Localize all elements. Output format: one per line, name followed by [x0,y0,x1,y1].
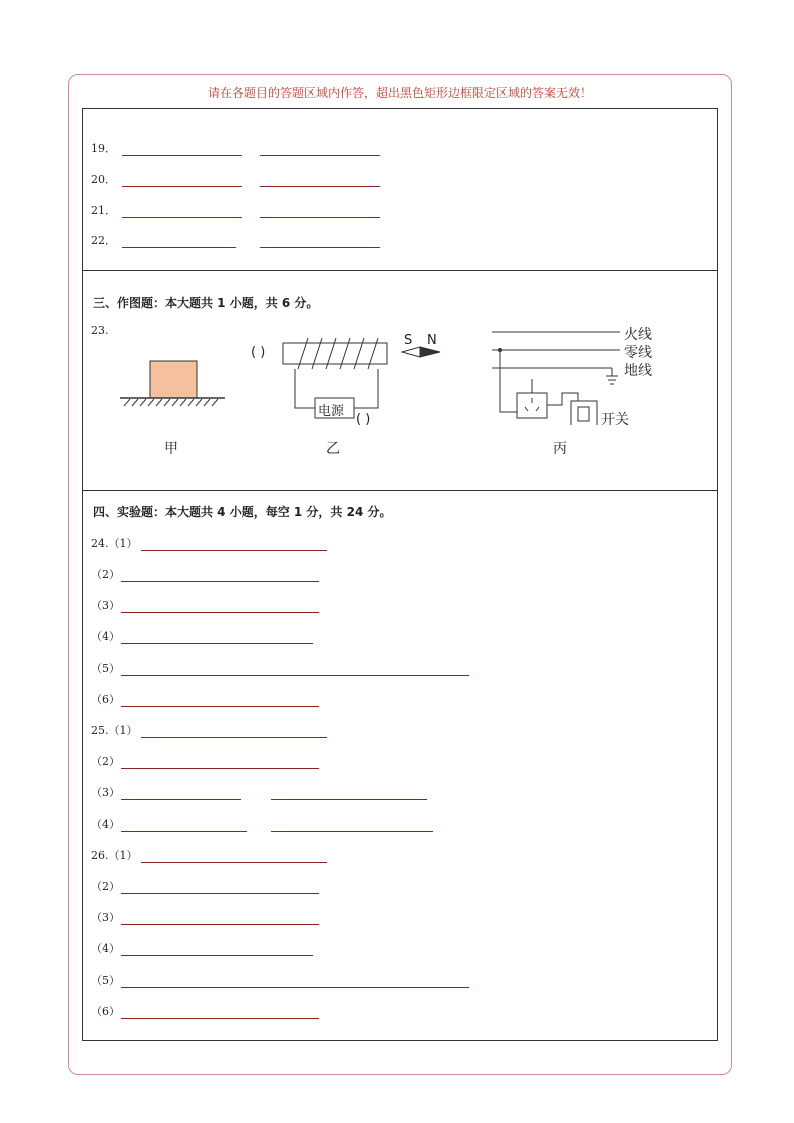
answer-row-22 [91,232,380,248]
socket-wire [500,350,517,412]
figure-jia-label: 甲 [164,441,178,457]
answer-row-24-2 [91,566,319,582]
answer-blank[interactable] [121,954,313,956]
answer-row-24-1 [91,535,327,551]
answer-blank[interactable] [260,154,380,156]
answer-blank[interactable] [121,1017,319,1019]
notice-text: 请在各题目的答题区域内作答，超出黑色矩形边框限定区域的答案无效！ [207,86,592,100]
answer-blank[interactable] [121,705,319,707]
answer-blank[interactable] [271,830,433,832]
question-number: （4） [91,942,120,955]
answer-blank[interactable] [121,923,319,925]
question-number: 20． [91,173,116,186]
answer-blank[interactable] [141,861,327,863]
answer-row-24-3 [91,597,319,613]
needle-n-label: N [427,333,437,348]
circuit-wire-right [354,369,378,408]
neutral-wire-label: 零线 [624,345,652,361]
answer-blank[interactable] [260,246,380,248]
answer-blank[interactable] [122,216,242,218]
question-number: （3） [91,599,120,612]
ground-wire-label: 地线 [624,363,652,379]
answer-row-20 [91,171,380,187]
power-source-label: 电源 [318,404,345,419]
question-number: （6） [91,693,120,706]
answer-row-24-5 [91,660,469,676]
answer-blank[interactable] [121,642,313,644]
answer-row-25-1 [91,722,327,738]
socket-box [517,393,547,418]
question-number: （6） [91,1005,120,1018]
question-number: 26.（1） [91,849,138,862]
section-3-title: 三、作图题：本大题共 1 小题，共 6 分。 [93,296,319,310]
solenoid-core [283,343,387,364]
figure-yi-label: 乙 [326,441,340,457]
question-number: （3） [91,786,120,799]
figure-jia [115,355,230,410]
answer-row-26-5 [91,972,469,988]
answer-blank[interactable] [122,154,242,156]
answer-blank[interactable] [121,674,469,676]
answer-blank[interactable] [121,986,469,988]
question-number: （4） [91,630,120,643]
pole-bracket-left: ( ) [251,345,266,360]
question-number: 22． [91,234,116,247]
switch-label: 开关 [601,412,629,428]
answer-blank[interactable] [141,549,327,551]
answer-blank[interactable] [121,830,247,832]
live-wire-label: 火线 [624,327,652,343]
pole-bracket-right: ( ) [356,412,371,427]
answer-row-19 [91,140,380,156]
answer-row-21 [91,202,380,218]
question-number: （2） [91,568,120,581]
answer-blank[interactable] [271,798,427,800]
answer-row-26-2 [91,878,319,894]
question-number: 24.（1） [91,537,138,550]
question-number: 21． [91,204,116,217]
answer-blank[interactable] [122,246,236,248]
answer-blank[interactable] [121,580,319,582]
needle-s-label: S [404,333,413,348]
circuit-wire-left [295,369,315,408]
answer-blank[interactable] [121,767,319,769]
question-number: （5） [91,662,120,675]
answer-blank[interactable] [141,736,327,738]
question-number-23: 23. [91,324,109,337]
answer-blank[interactable] [121,611,319,613]
answer-row-25-4 [91,816,433,832]
answer-blank[interactable] [260,185,380,187]
ground-symbol [606,368,618,384]
answer-row-25-2 [91,753,319,769]
answer-blank[interactable] [260,216,380,218]
compass-needle-icon [401,346,441,358]
answer-row-24-4 [91,628,313,644]
figure-bing-label: 丙 [553,441,567,457]
question-number: （3） [91,911,120,924]
answer-row-25-3 [91,784,427,800]
answer-blank[interactable] [122,185,242,187]
ground-hatching [124,399,218,406]
question-number: 19． [91,142,116,155]
question-number: （4） [91,818,120,831]
question-number: 25.（1） [91,724,138,737]
answer-row-24-6 [91,691,319,707]
answer-blank[interactable] [121,892,319,894]
answer-row-26-6 [91,1003,319,1019]
answer-row-26-3 [91,909,319,925]
question-number: （2） [91,880,120,893]
block [150,361,197,398]
answer-row-26-4 [91,940,313,956]
section-4-title: 四、实验题：本大题共 4 小题，每空 1 分，共 24 分。 [93,505,392,519]
answer-blank[interactable] [121,798,241,800]
question-number: （5） [91,974,120,987]
question-number: （2） [91,755,120,768]
answer-row-26-1 [91,847,327,863]
